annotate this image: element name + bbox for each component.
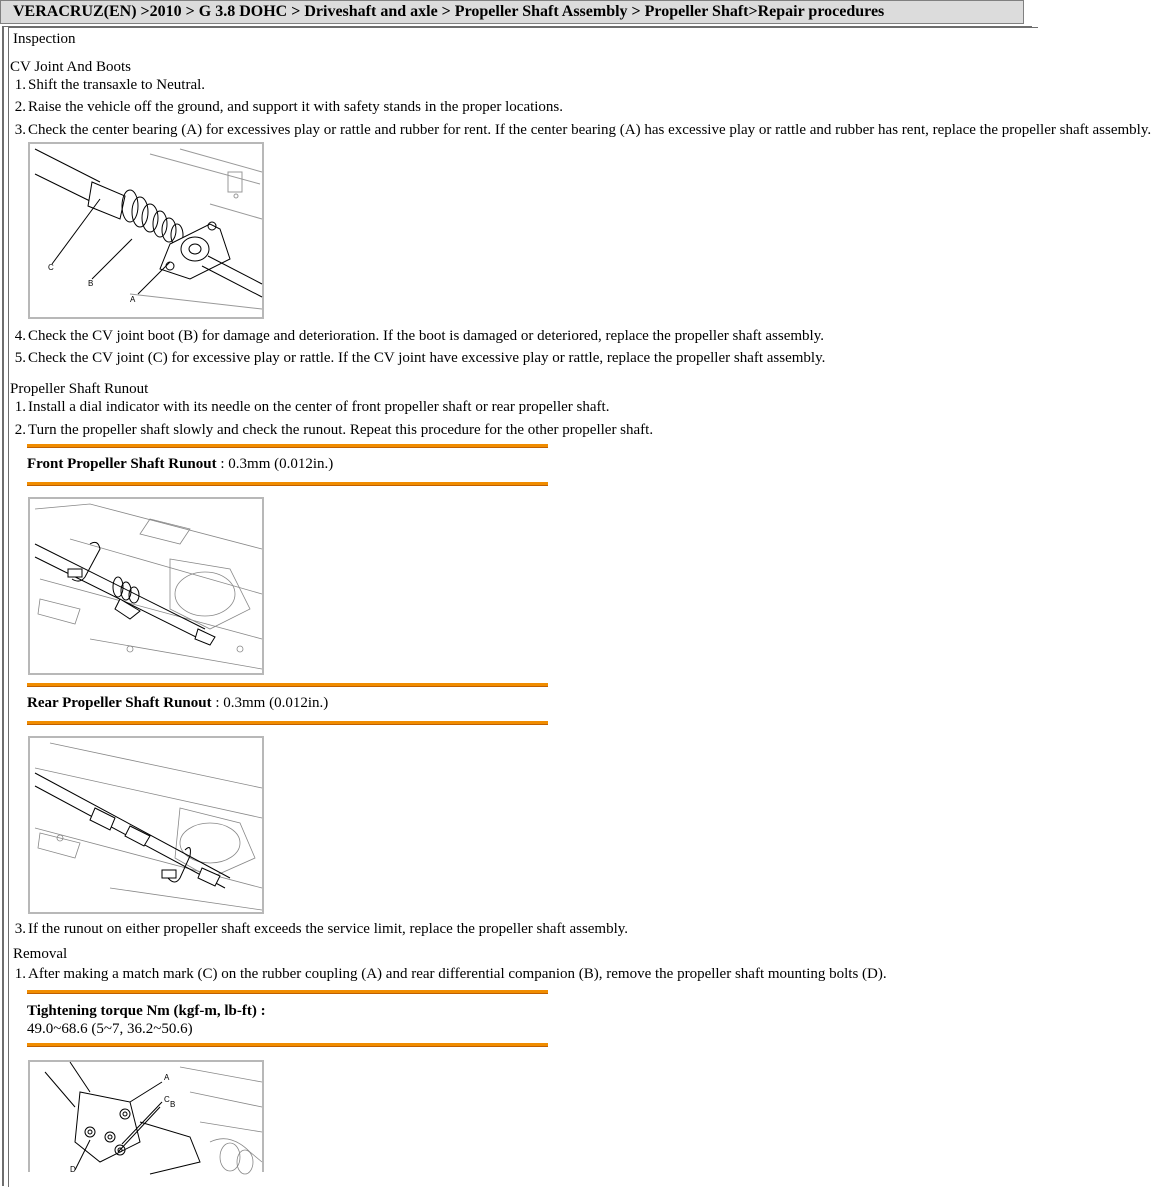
label-b: B: [170, 1100, 176, 1109]
spec-value: : 0.3mm (0.012in.): [211, 695, 329, 711]
center-bearing-diagram: [30, 144, 262, 317]
step-number: 3.: [14, 122, 26, 138]
spec-rule-bottom: [27, 721, 548, 725]
breadcrumb: VERACRUZ(EN) >2010 > G 3.8 DOHC > Driveshaft and axle > Propeller Shaft Assembly > Propeller Shaft>Repair procedures: [0, 0, 1024, 24]
cv-section-title: CV Joint And Boots: [10, 59, 132, 75]
step-text: Turn the propeller shaft slowly and check the runout. Repeat this procedure for the other propeller shaft.: [28, 422, 654, 438]
spec-text: [27, 687, 548, 721]
runout-step-2: [10, 421, 653, 439]
figure-removal: [28, 1060, 264, 1172]
cv-step-5: [10, 349, 825, 367]
step-number: 1.: [14, 399, 26, 415]
step-text: Shift the transaxle to Neutral.: [28, 77, 206, 93]
spec-label: Rear Propeller Shaft Runout: [27, 695, 212, 711]
step-text: Check the CV joint (C) for excessive play or rattle. If the CV joint have excessive play or rattle, replace the propeller shaft assembly.: [28, 350, 826, 366]
step-number: 1.: [14, 966, 26, 982]
cv-step-3: [10, 121, 1151, 139]
step-text: Check the CV joint boot (B) for damage and deterioration. If the boot is damaged or deteriored, replace the propeller shaft assembly.: [28, 328, 824, 344]
step-number: 2.: [14, 99, 26, 115]
figure-front-runout: [28, 497, 264, 675]
removal-step-1: [10, 965, 887, 983]
step-number: 3.: [14, 921, 26, 937]
figure-rear-runout: [28, 736, 264, 914]
cv-step-1: [10, 76, 205, 94]
label-d: D: [70, 1165, 76, 1174]
step-text: If the runout on either propeller shaft exceeds the service limit, replace the propeller shaft assembly.: [28, 921, 629, 937]
spec-value: : 0.3mm (0.012in.): [216, 456, 334, 472]
runout-step-1: [10, 398, 609, 416]
label-c: C: [48, 263, 54, 272]
spec-label: Front Propeller Shaft Runout: [27, 456, 217, 472]
removal-diagram: [30, 1062, 262, 1174]
cv-step-2: [10, 98, 563, 116]
label-a: A: [164, 1073, 170, 1082]
front-runout-diagram: [30, 499, 262, 673]
front-runout-spec: [27, 444, 548, 486]
step-number: 5.: [14, 350, 26, 366]
runout-section-title: Propeller Shaft Runout: [10, 381, 149, 397]
rear-runout-spec: [27, 683, 548, 725]
rear-runout-diagram: [30, 738, 262, 912]
label-c: C: [164, 1095, 170, 1104]
inspection-heading: Inspection: [13, 31, 76, 47]
spec-text: [27, 448, 548, 482]
spec-label: Tightening torque Nm (kgf-m, lb-ft) :: [27, 1003, 266, 1019]
torque-spec: [27, 990, 548, 1047]
step-number: 1.: [14, 77, 26, 93]
spec-value: 49.0~68.6 (5~7, 36.2~50.6): [27, 1021, 193, 1037]
step-number: 2.: [14, 422, 26, 438]
spec-rule-bottom: [27, 482, 548, 486]
spec-rule-bottom: [27, 1043, 548, 1047]
step-text: After making a match mark (C) on the rubber coupling (A) and rear differential companion (B), remove the propeller shaft mounting bolts (D).: [28, 966, 887, 982]
removal-section-title: Removal: [13, 946, 68, 962]
runout-step-3: [10, 920, 628, 938]
figure-center-bearing: [28, 142, 264, 319]
step-text: Check the center bearing (A) for excessives play or rattle and rubber for rent. If the center bearing (A) has excessive play or rattle and rubber has rent, replace the propeller shaft assembly.: [28, 122, 1151, 138]
spec-text: [27, 994, 548, 1043]
label-a: A: [130, 295, 136, 304]
label-b: B: [88, 279, 94, 288]
step-number: 4.: [14, 328, 26, 344]
step-text: Raise the vehicle off the ground, and support it with safety stands in the proper locations.: [28, 99, 564, 115]
step-text: Install a dial indicator with its needle on the center of front propeller shaft or rear propeller shaft.: [28, 399, 610, 415]
cv-step-4: [10, 327, 824, 345]
